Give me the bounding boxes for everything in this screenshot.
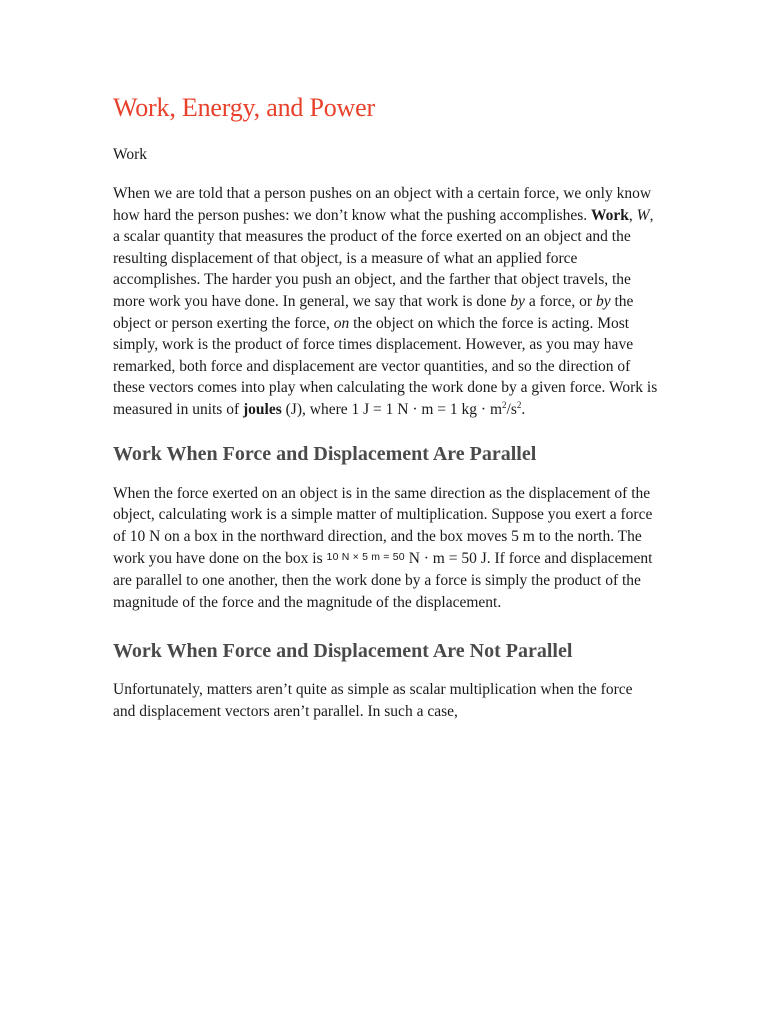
text-run: the object on which the force is acting. Most simply, work is the product of force times displacement. However, as you may have remarked, both force and displacement are vector quantities, and so the direction of these vectors comes into play when calculating the work done by a given force. Work is measured in units of bbox=[113, 314, 658, 418]
heading-parallel: Work When Force and Displacement Are Parallel bbox=[113, 442, 537, 465]
text-run: , a scalar quantity that measures the product of the force exerted on an object and the resulting displacement of that object, is a measure of what an applied force accomplishes. The harder you push an object, and the farther that object travels, the more work you have done. In general, we say that work is done bbox=[113, 206, 654, 310]
text-run: N · m = 50 J. If force and displacement are parallel to one another, then the work done by a force is simply the product of the magnitude of the force and the magnitude of the displacement. bbox=[113, 550, 653, 611]
text-run: a force, or bbox=[524, 292, 596, 310]
text-run: , bbox=[628, 206, 637, 224]
paragraph-work-definition bbox=[113, 183, 658, 421]
superscript: 2 bbox=[516, 399, 522, 410]
paragraph-not-parallel: Unfortunately, matters aren’t quite as simple as scalar multiplication when the force and displacement vectors aren’t parallel. In such a case, bbox=[113, 681, 633, 720]
bold-term-joules: joules bbox=[243, 400, 282, 418]
italic-word-by: by bbox=[595, 292, 611, 310]
text-run: When the force exerted on an object is in the same direction as the displacement of the object, calculating work is a simple matter of multiplication. Suppose you exert a force of 10 N on a box in the northward direction, and the box moves 5 m to the north. The work you have done on the box is bbox=[113, 484, 653, 568]
text-run: When we are told that a person pushes on an object with a certain force, we only know how hard the person pushes: we don’t know what the pushing accomplishes. bbox=[113, 185, 652, 224]
text-run: (J), where 1 J = 1 N · m = 1 kg · m bbox=[281, 400, 503, 418]
inline-equation: 10 N × 5 m = 50 bbox=[326, 551, 405, 564]
italic-symbol-w: W bbox=[636, 206, 650, 224]
heading-not-parallel: Work When Force and Displacement Are Not Parallel bbox=[113, 640, 573, 663]
text-run: . bbox=[521, 400, 526, 418]
bold-term-work: Work bbox=[590, 206, 629, 224]
section-label-work: Work bbox=[113, 146, 148, 163]
paragraph-parallel bbox=[113, 483, 658, 614]
italic-word-by: by bbox=[510, 292, 525, 310]
page-title: Work, Energy, and Power bbox=[113, 93, 375, 122]
italic-word-on: on bbox=[333, 314, 350, 332]
text-run: the object or person exerting the force, bbox=[113, 292, 634, 332]
superscript: 2 bbox=[502, 399, 507, 410]
text-run: /s bbox=[506, 400, 517, 418]
document-page bbox=[113, 88, 658, 722]
